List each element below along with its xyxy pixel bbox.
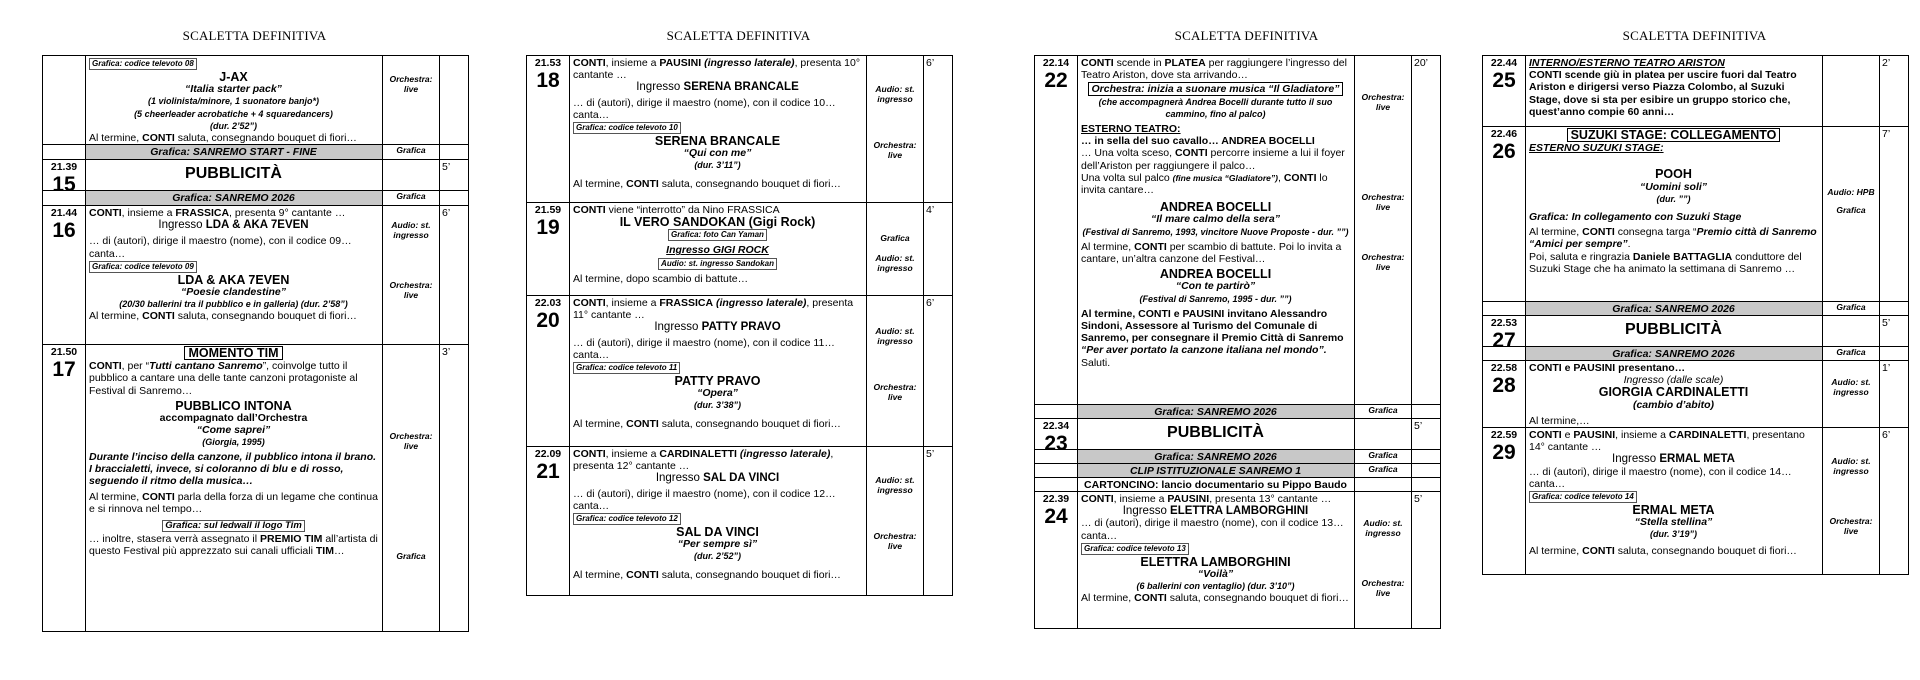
graphic-note: Grafica: codice televoto 12: [573, 513, 681, 525]
segment-title: SUZUKI STAGE: COLLEGAMENTO: [1567, 128, 1781, 142]
artist-name: SERENA BRANCALE: [654, 134, 781, 149]
graphic-note: Grafica: codice televoto 11: [573, 362, 680, 374]
schedule-table: [1482, 55, 1909, 575]
graphic-note: Grafica: codice televoto 13: [1081, 543, 1189, 555]
table-row: 22.58 28 CONTI e PAUSINI presentano… Ingresso (dalle scale) GIORGIA CARDINALETTI (cambio d’abito) Al termine,… Audio: st. ingresso 1’: [1483, 360, 1908, 427]
schedule-table: [42, 55, 469, 632]
table-row: 21.39 15 PUBBLICITÀ 5’: [43, 159, 468, 190]
artist-name: POOH: [1655, 167, 1692, 182]
table-row: 22.39 24 CONTI, insieme a PAUSINI, presenta 13° cantante … Ingresso ELETTRA LAMBORGHINI … di (autori), dirige il maestro (nome), con il codice 13… canta… Grafica: codice televoto 13 ELETTRA LAMBORGHINI “Voilà” (6 ballerini con ventaglio) (dur. 3’10”) Al termine, CONTI saluta, consegnando bouquet di fiori… Audio: st. ingresso Orchestra: live 5’: [1035, 491, 1440, 628]
table-row: 21.50 17 MOMENTO TIM CONTI, per “Tutti cantano Sanremo”, coinvolge tutto il pubblico a cantare una delle tante canzoni protagoniste al Festival di Sanremo… PUBBLICO INTONA accompagnato dall’Orchestra “Come saprei” (Giorgia, 1995) Durante l’inciso della canzone, il pubblico intona il brano. I braccialetti, invece, si coloranno di blu e di rosso, seguendo il ritmo della musica… Al termine, CONTI parla della forza di un legame che continua e si rinnova nel tempo… Grafica: sul ledwall il logo Tim … inoltre, stasera verrà assegnato il PREMIO TIM all’artista di questo Festival più apprezzato sui canali ufficiali TIM… Orchestra: live Grafica 3’: [43, 344, 468, 631]
table-row: 22.34 23 PUBBLICITÀ 5’: [1035, 418, 1440, 449]
table-row: CARTONCINO: lancio documentario su Pippo Baudo: [1035, 477, 1440, 491]
artist-name: ERMAL META: [1632, 503, 1715, 518]
page-title: SCALETTA DEFINITIVA: [182, 28, 327, 43]
table-row: 22.46 26 SUZUKI STAGE: COLLEGAMENTO ESTERNO SUZUKI STAGE: POOH “Uomini soli” (dur. ””) Grafica: In collegamento con Suzuki Stage Al termine, CONTI consegna targa “Premio città di Sanremo “Amici per sempre”. Poi, saluta e ringrazia Daniele BATTAGLIA conduttore del Suzuki Stage che ha animato la settimana di Sanremo … Audio: HPB Grafica 7’: [1483, 126, 1908, 301]
page-3: [1034, 0, 1459, 680]
graphic-note: Grafica: codice televoto 09: [89, 261, 197, 273]
commercial-break: PUBBLICITÀ: [185, 165, 282, 182]
page-title: SCALETTA DEFINITIVA: [1622, 28, 1767, 43]
table-row: Grafica: SANREMO 2026 Grafica: [1483, 346, 1908, 360]
schedule-table: [526, 55, 953, 596]
schedule-table: [1034, 55, 1441, 629]
page-2: [526, 0, 951, 680]
page-title: SCALETTA DEFINITIVA: [666, 28, 811, 43]
table-row: Grafica: SANREMO START - FINE Grafica: [43, 144, 468, 159]
page-4: [1482, 0, 1907, 680]
table-row: CLIP ISTITUZIONALE SANREMO 1 Grafica: [1035, 463, 1440, 477]
artist-name: IL VERO SANDOKAN (Gigi Rock): [619, 215, 816, 230]
table-row: 21.59 19 CONTI viene “interrotto” da Nino FRASSICA IL VERO SANDOKAN (Gigi Rock) Grafica: foto Can Yaman Ingresso GIGI ROCK Audio: st. ingresso Sandokan Al termine, dopo scambio di battute… Grafica Audio: st. ingresso 4’: [527, 202, 952, 295]
commercial-break: PUBBLICITÀ: [1167, 424, 1264, 441]
artist-name: J-AX: [219, 70, 248, 84]
segment-title: MOMENTO TIM: [184, 346, 282, 360]
table-row: 22.44 25 INTERNO/ESTERNO TEATRO ARISTON CONTI scende giù in platea per uscire fuori dal Teatro Ariston e dirigersi verso Piazza Colombo, al Suzuki Stage, dove si sta per esibire un gruppo storico che, quest’anno compie 60 anni… 2’: [1483, 56, 1908, 126]
table-row: 21.53 18 CONTI, insieme a PAUSINI (ingresso laterale), presenta 10° cantante … Ingresso SERENA BRANCALE … di (autori), dirige il maestro (nome), con il codice 10… canta… Grafica: codice televoto 10 SERENA BRANCALE “Qui con me” (dur. 3’11”) Al termine, CONTI saluta, consegnando bouquet di fiori… Audio: st. ingresso Orchestra: live 6’: [527, 56, 952, 202]
table-row: 21.44 16 CONTI, insieme a FRASSICA, presenta 9° cantante … Ingresso LDA & AKA 7EVEN … di (autori), dirige il maestro (nome), con il codice 09… canta… Grafica: codice televoto 09 LDA & AKA 7EVEN “Poesie clandestine” (20/30 ballerini tra il pubblico e in galleria) (dur. 2’58”) Al termine, CONTI saluta, consegnando bouquet di fiori… Audio: st. ingresso Orchestra: live 6’: [43, 205, 468, 344]
table-row: 22.59 29 CONTI e PAUSINI, insieme a CARDINALETTI, presentano 14° cantante … Ingresso ERMAL META … di (autori), dirige il maestro (nome), con il codice 14… canta… Grafica: codice televoto 14 ERMAL META “Stella stellina” (dur. 3’19”) Al termine, CONTI saluta, consegnando bouquet di fiori… Audio: st. ingresso Orchestra: live 6’: [1483, 427, 1908, 574]
commercial-break: PUBBLICITÀ: [1625, 321, 1722, 338]
artist-name: SAL DA VINCI: [676, 525, 759, 540]
graphic-note: Grafica: foto Can Yaman: [668, 229, 767, 241]
artist-name: PATTY PRAVO: [674, 374, 761, 389]
table-row: 22.14 22 CONTI scende in PLATEA per raggiungere l’ingresso del Teatro Ariston, dove sta arrivando… Orchestra: inizia a suonare musica “Il Gladiatore” (che accompagnerà Andrea Bocelli durante tutto il suo cammino, fino al palco) ESTERNO TEATRO: … in sella del suo cavallo… ANDREA BOCELLI … Una volta sceso, CONTI percorre insieme a lui il foyer dell’Ariston per raggiungere il palco… Una volta sul palco (fine musica “Gladiatore”), CONTI lo invita cantare… ANDREA BOCELLI “Il mare calmo della sera” (Festival di Sanremo, 1993, vincitore Nuove Proposte - dur. ””) Al termine, CONTI per scambio di battute. Poi lo invita a cantare, un’altra canzone del Festival… ANDREA BOCELLI “Con te partirò” (Festival di Sanremo, 1995 - dur. ””) Al termine, CONTI e PAUSINI invitano Alessandro Sindoni, Assessore al Turismo del Comunale di Sanremo, per consegnare il Premio Città di Sanremo “Per aver portato la canzone italiana nel mondo”. Saluti. Orchestra: live Orchestra: live Orchestra: live 20’: [1035, 56, 1440, 404]
table-row: Grafica: codice televoto 08 J-AX “Italia starter pack” (1 violinista/minore, 1 suonatore banjo*) (5 cheerleader acrobatiche + 4 squaredancers) (dur. 2’52”) Al termine, CONTI saluta, consegnando bouquet di fiori… Orchestra: live: [43, 56, 468, 144]
artist-name: GIORGIA CARDINALETTI: [1598, 385, 1749, 400]
table-row: 22.53 27 PUBBLICITÀ 5’: [1483, 315, 1908, 346]
page-1: [42, 0, 467, 680]
page-title: SCALETTA DEFINITIVA: [1174, 28, 1319, 43]
table-row: 22.03 20 CONTI, insieme a FRASSICA (ingresso laterale), presenta 11° cantante … Ingresso PATTY PRAVO … di (autori), dirige il maestro (nome), con il codice 11… canta… Grafica: codice televoto 11 PATTY PRAVO “Opera” (dur. 3’38”) Al termine, CONTI saluta, consegnando bouquet di fiori… Audio: st. ingresso Orchestra: live 6’: [527, 295, 952, 446]
table-row: Grafica: SANREMO 2026 Grafica: [1035, 449, 1440, 463]
table-row: Grafica: SANREMO 2026 Grafica: [1483, 301, 1908, 315]
graphic-note: Grafica: codice televoto 14: [1529, 491, 1637, 503]
artist-name: LDA & AKA 7EVEN: [177, 272, 290, 287]
artist-name: ANDREA BOCELLI: [1159, 267, 1272, 282]
artist-name: ANDREA BOCELLI: [1159, 200, 1272, 215]
graphic-note: Grafica: codice televoto 08: [89, 58, 197, 70]
artist-name: ELETTRA LAMBORGHINI: [1140, 554, 1291, 569]
table-row: 22.09 21 CONTI, insieme a CARDINALETTI (ingresso laterale), presenta 12° cantante … Ingresso SAL DA VINCI … di (autori), dirige il maestro (nome), con il codice 12… canta… Grafica: codice televoto 12 SAL DA VINCI “Per sempre sì” (dur. 2’52”) Al termine, CONTI saluta, consegnando bouquet di fiori… Audio: st. ingresso Orchestra: live 5’: [527, 446, 952, 595]
graphic-note: Grafica: codice televoto 10: [573, 122, 681, 134]
graphic-note: Grafica: sul ledwall il logo Tim: [162, 520, 305, 532]
table-row: Grafica: SANREMO 2026 Grafica: [43, 190, 468, 205]
table-row: Grafica: SANREMO 2026 Grafica: [1035, 404, 1440, 418]
